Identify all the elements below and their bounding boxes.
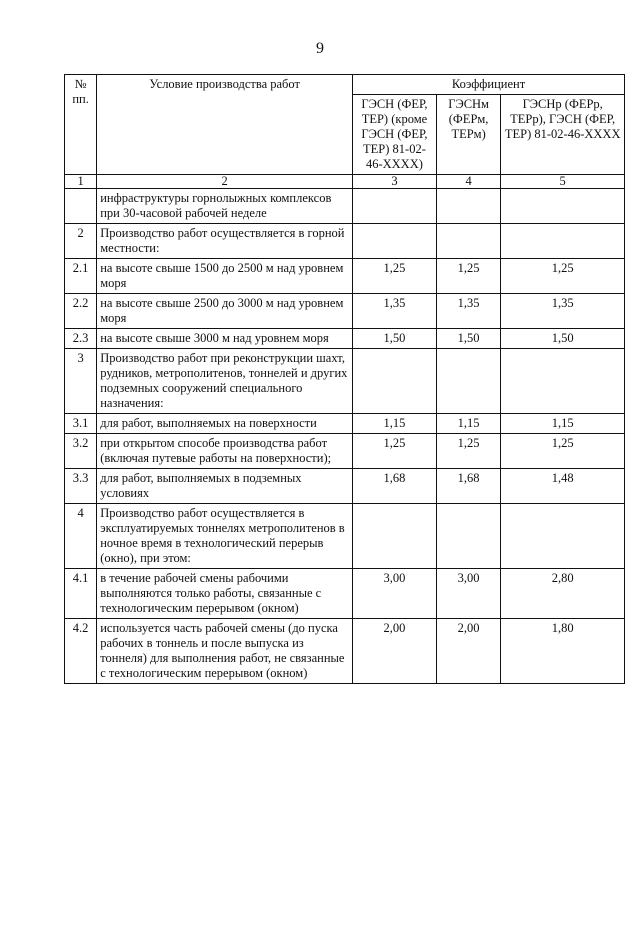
index-cell: 4 <box>436 175 500 189</box>
row-condition: на высоте свыше 3000 м над уровнем моря <box>97 329 353 349</box>
row-coef-gesn: 1,35 <box>353 294 437 329</box>
row-coef-gesn <box>353 349 437 414</box>
row-coef-gesnr <box>501 349 625 414</box>
row-condition: Производство работ осуществляется в горной местности: <box>97 224 353 259</box>
row-coef-gesnr: 1,25 <box>501 434 625 469</box>
row-coef-gesnm <box>436 189 500 224</box>
table-row <box>65 189 625 224</box>
row-coef-gesnr: 1,50 <box>501 329 625 349</box>
table-row <box>65 294 625 329</box>
row-coef-gesnr: 1,25 <box>501 259 625 294</box>
header-coefficient: Коэффициент <box>353 75 625 95</box>
row-coef-gesn: 2,00 <box>353 619 437 684</box>
row-condition: для работ, выполняемых на поверхности <box>97 414 353 434</box>
row-number: 2.3 <box>65 329 97 349</box>
header-col4: ГЭСНм (ФЕРм, ТЕРм) <box>436 95 500 175</box>
row-coef-gesn: 1,68 <box>353 469 437 504</box>
table-row <box>65 504 625 569</box>
row-number: 4 <box>65 504 97 569</box>
row-number: 3.2 <box>65 434 97 469</box>
table-body <box>65 189 625 684</box>
row-coef-gesnm: 1,35 <box>436 294 500 329</box>
table-row <box>65 329 625 349</box>
row-coef-gesn: 1,50 <box>353 329 437 349</box>
table-row <box>65 224 625 259</box>
row-coef-gesnr: 1,35 <box>501 294 625 329</box>
row-coef-gesnm: 3,00 <box>436 569 500 619</box>
table-row <box>65 349 625 414</box>
row-coef-gesnr <box>501 504 625 569</box>
table-row <box>65 259 625 294</box>
row-coef-gesnm: 1,25 <box>436 259 500 294</box>
table-row <box>65 619 625 684</box>
row-coef-gesnr: 1,48 <box>501 469 625 504</box>
row-coef-gesn: 1,15 <box>353 414 437 434</box>
row-coef-gesnm: 1,68 <box>436 469 500 504</box>
index-cell: 2 <box>97 175 353 189</box>
row-number: 2.1 <box>65 259 97 294</box>
index-cell: 3 <box>353 175 437 189</box>
row-number: 4.2 <box>65 619 97 684</box>
row-condition: Производство работ при реконструкции шахт, рудников, метрополитенов, тоннелей и других подземных сооружений специального назначения: <box>97 349 353 414</box>
table-row <box>65 414 625 434</box>
header-col5: ГЭСНр (ФЕРр, ТЕРр), ГЭСН (ФЕР, ТЕР) 81-02-46-ХХХХ <box>501 95 625 175</box>
row-coef-gesnr: 2,80 <box>501 569 625 619</box>
row-coef-gesn <box>353 504 437 569</box>
table-row <box>65 469 625 504</box>
row-coef-gesnm <box>436 504 500 569</box>
row-coef-gesnr: 1,80 <box>501 619 625 684</box>
header-no: № пп. <box>65 75 97 175</box>
row-coef-gesnr <box>501 224 625 259</box>
row-coef-gesn <box>353 224 437 259</box>
row-condition: Производство работ осуществляется в эксплуатируемых тоннелях метрополитенов в ночное время в технологический перерыв (окно), при этом: <box>97 504 353 569</box>
row-number: 2 <box>65 224 97 259</box>
row-condition: на высоте свыше 1500 до 2500 м над уровнем моря <box>97 259 353 294</box>
row-coef-gesnr <box>501 189 625 224</box>
row-coef-gesnm <box>436 349 500 414</box>
column-index-row <box>65 175 625 189</box>
row-condition: на высоте свыше 2500 до 3000 м над уровнем моря <box>97 294 353 329</box>
row-number: 4.1 <box>65 569 97 619</box>
header-condition: Условие производства работ <box>97 75 353 175</box>
table-row <box>65 569 625 619</box>
row-number: 3 <box>65 349 97 414</box>
row-condition: в течение рабочей смены рабочими выполняются только работы, связанные с технологическим перерывом (окном) <box>97 569 353 619</box>
index-cell: 5 <box>501 175 625 189</box>
row-number: 3.3 <box>65 469 97 504</box>
page-number: 9 <box>316 40 324 57</box>
index-cell: 1 <box>65 175 97 189</box>
row-coef-gesnm: 1,50 <box>436 329 500 349</box>
row-condition: инфраструктуры горнолыжных комплексов при 30-часовой рабочей неделе <box>97 189 353 224</box>
row-condition: используется часть рабочей смены (до пуска рабочих в тоннель и после выпуска из тоннеля) для выполнения работ, не связанные с технологическим перерывом (окном) <box>97 619 353 684</box>
row-condition: для работ, выполняемых в подземных условиях <box>97 469 353 504</box>
row-coef-gesnm: 1,15 <box>436 414 500 434</box>
table-row <box>65 434 625 469</box>
row-condition: при открытом способе производства работ (включая путевые работы на поверхности); <box>97 434 353 469</box>
row-coef-gesnm <box>436 224 500 259</box>
row-coef-gesn: 3,00 <box>353 569 437 619</box>
row-coef-gesnr: 1,15 <box>501 414 625 434</box>
header-col3: ГЭСН (ФЕР, ТЕР) (кроме ГЭСН (ФЕР, ТЕР) 81-02-46-ХХХХ) <box>353 95 437 175</box>
row-coef-gesnm: 1,25 <box>436 434 500 469</box>
row-coef-gesn <box>353 189 437 224</box>
row-number: 3.1 <box>65 414 97 434</box>
row-coef-gesn: 1,25 <box>353 259 437 294</box>
row-number: 2.2 <box>65 294 97 329</box>
coefficient-table <box>64 74 625 684</box>
row-coef-gesnm: 2,00 <box>436 619 500 684</box>
row-number <box>65 189 97 224</box>
row-coef-gesn: 1,25 <box>353 434 437 469</box>
